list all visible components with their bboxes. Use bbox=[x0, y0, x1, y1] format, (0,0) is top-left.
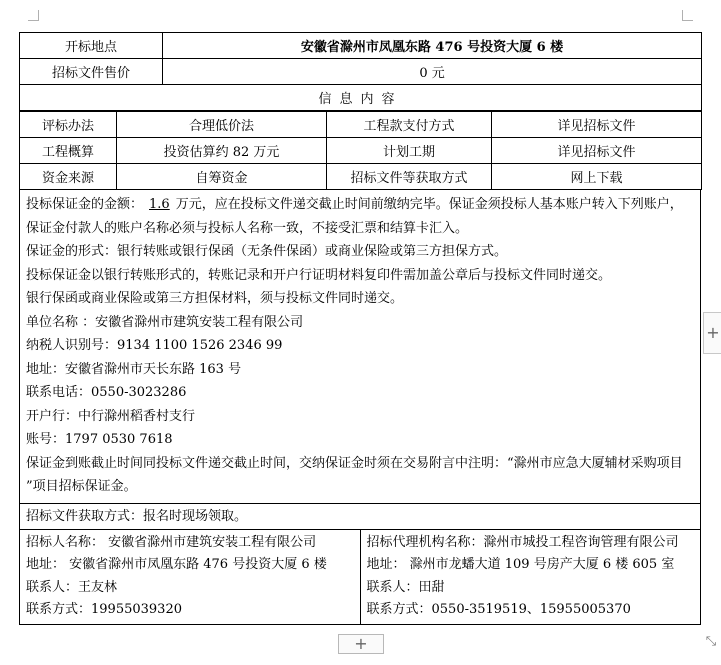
deposit-deadline-note: 保证金到账截止时间同投标文件递交截止时间，交纳保证金时须在交易附言中注明：“滁州市应急大厦辅材采购项目 ”项目招标保证金。 bbox=[26, 455, 683, 494]
account-tax-id: 纳税人识别号：9134 1100 1526 2346 99 bbox=[26, 338, 283, 353]
agent-address: 地址： 滁州市龙蟠大道 109 号房产大厦 6 楼 605 室 bbox=[366, 557, 675, 572]
tenderer-address: 地址： 安徽省滁州市凤凰东路 476 号投资大厦 6 楼 bbox=[26, 557, 327, 572]
table-row bbox=[20, 33, 702, 59]
table-cell: 资金来源 bbox=[20, 164, 117, 190]
table-cell: 工程概算 bbox=[20, 138, 117, 164]
table-cell[interactable]: 网上下载 bbox=[492, 164, 702, 190]
deposit-form: 保证金的形式：银行转账或银行保函（无条件保函）或商业保险或第三方担保方式。 bbox=[26, 244, 508, 259]
account-phone: 联系电话：0550-3023286 bbox=[26, 385, 187, 400]
deposit-transfer-note: 投标保证金以银行转账形式的，转账记录和开户行证明材料复印件需加盖公章后与投标文件同时递交。 bbox=[26, 267, 612, 283]
table-cell[interactable]: 合理低价法 bbox=[117, 112, 327, 138]
agent-contact-person: 联系人：田甜 bbox=[366, 579, 445, 595]
table-row bbox=[20, 59, 702, 85]
contact-parties bbox=[19, 530, 701, 625]
table-cell[interactable]: 投资估算约 82 万元 bbox=[117, 138, 327, 164]
table-row bbox=[20, 164, 702, 190]
add-column-button[interactable]: + bbox=[703, 312, 721, 354]
deposit-amount-value: 1.6 bbox=[149, 197, 170, 212]
account-bank: 开户行：中行滁州稻香村支行 bbox=[26, 408, 196, 424]
margin-corner-top-right bbox=[682, 10, 693, 21]
deposit-notes[interactable] bbox=[19, 190, 701, 504]
table-cell[interactable]: 详见招标文件 bbox=[492, 138, 702, 164]
agent-contact[interactable] bbox=[360, 530, 701, 624]
agent-name: 招标代理机构名称：滁州市城投工程咨询管理有限公司 bbox=[366, 534, 679, 550]
table-cell: 评标办法 bbox=[20, 112, 117, 138]
document-price-value[interactable]: 0 元 bbox=[163, 59, 702, 85]
table-cell[interactable]: 详见招标文件 bbox=[492, 112, 702, 138]
account-unit-name: 单位名称 ：安徽省滁州市建筑安装工程有限公司 bbox=[26, 314, 304, 330]
agent-phone: 联系方式：0550-3519519、15955005370 bbox=[366, 602, 631, 617]
table-cell: 招标文件等获取方式 bbox=[327, 164, 492, 190]
tender-details-table bbox=[19, 111, 702, 190]
margin-corner-top-left bbox=[28, 10, 39, 21]
table-cell: 工程款支付方式 bbox=[327, 112, 492, 138]
document-price-label: 招标文件售价 bbox=[20, 59, 163, 85]
tenderer-name: 招标人名称： 安徽省滁州市建筑安装工程有限公司 bbox=[26, 534, 317, 550]
table-resize-handle-icon[interactable]: ⤡ bbox=[705, 634, 717, 649]
table-cell: 计划工期 bbox=[327, 138, 492, 164]
account-address: 地址：安徽省滁州市天长东路 163 号 bbox=[26, 361, 242, 377]
tenderer-contact-person: 联系人：王友林 bbox=[26, 579, 118, 595]
deposit-amount-prefix: 投标保证金的金额： bbox=[26, 197, 144, 212]
info-section-title: 信息内容 bbox=[20, 85, 702, 111]
table-row bbox=[20, 85, 702, 111]
table-row bbox=[20, 112, 702, 138]
add-row-button[interactable]: + bbox=[338, 634, 384, 654]
bid-opening-location-value[interactable]: 安徽省滁州市凤凰东路 476 号投资大厦 6 楼 bbox=[163, 33, 702, 59]
deposit-guarantee-note: 银行保函或商业保险或第三方担保材料，须与投标文件同时递交。 bbox=[26, 291, 404, 306]
tender-notice-document bbox=[19, 32, 701, 625]
table-row bbox=[20, 138, 702, 164]
document-get-method[interactable]: 招标文件获取方式：报名时现场领取。 bbox=[19, 504, 701, 530]
account-number: 账号：1797 0530 7618 bbox=[26, 432, 173, 447]
tenderer-phone: 联系方式：19955039320 bbox=[26, 602, 182, 617]
deposit-amount-paragraph bbox=[26, 193, 694, 240]
deposit-amount-suffix: 万元，应在投标文件递交截止时间前缴纳完毕。保证金须投标人基本账户转入下列账户，保证金付款人的账户名称必须与投标人名称一致，不接受汇票和结算卡汇入。 bbox=[26, 197, 683, 236]
tenderer-contact[interactable] bbox=[20, 530, 360, 624]
tender-info-table bbox=[19, 32, 702, 111]
table-cell[interactable]: 自筹资金 bbox=[117, 164, 327, 190]
bid-opening-location-label: 开标地点 bbox=[20, 33, 163, 59]
